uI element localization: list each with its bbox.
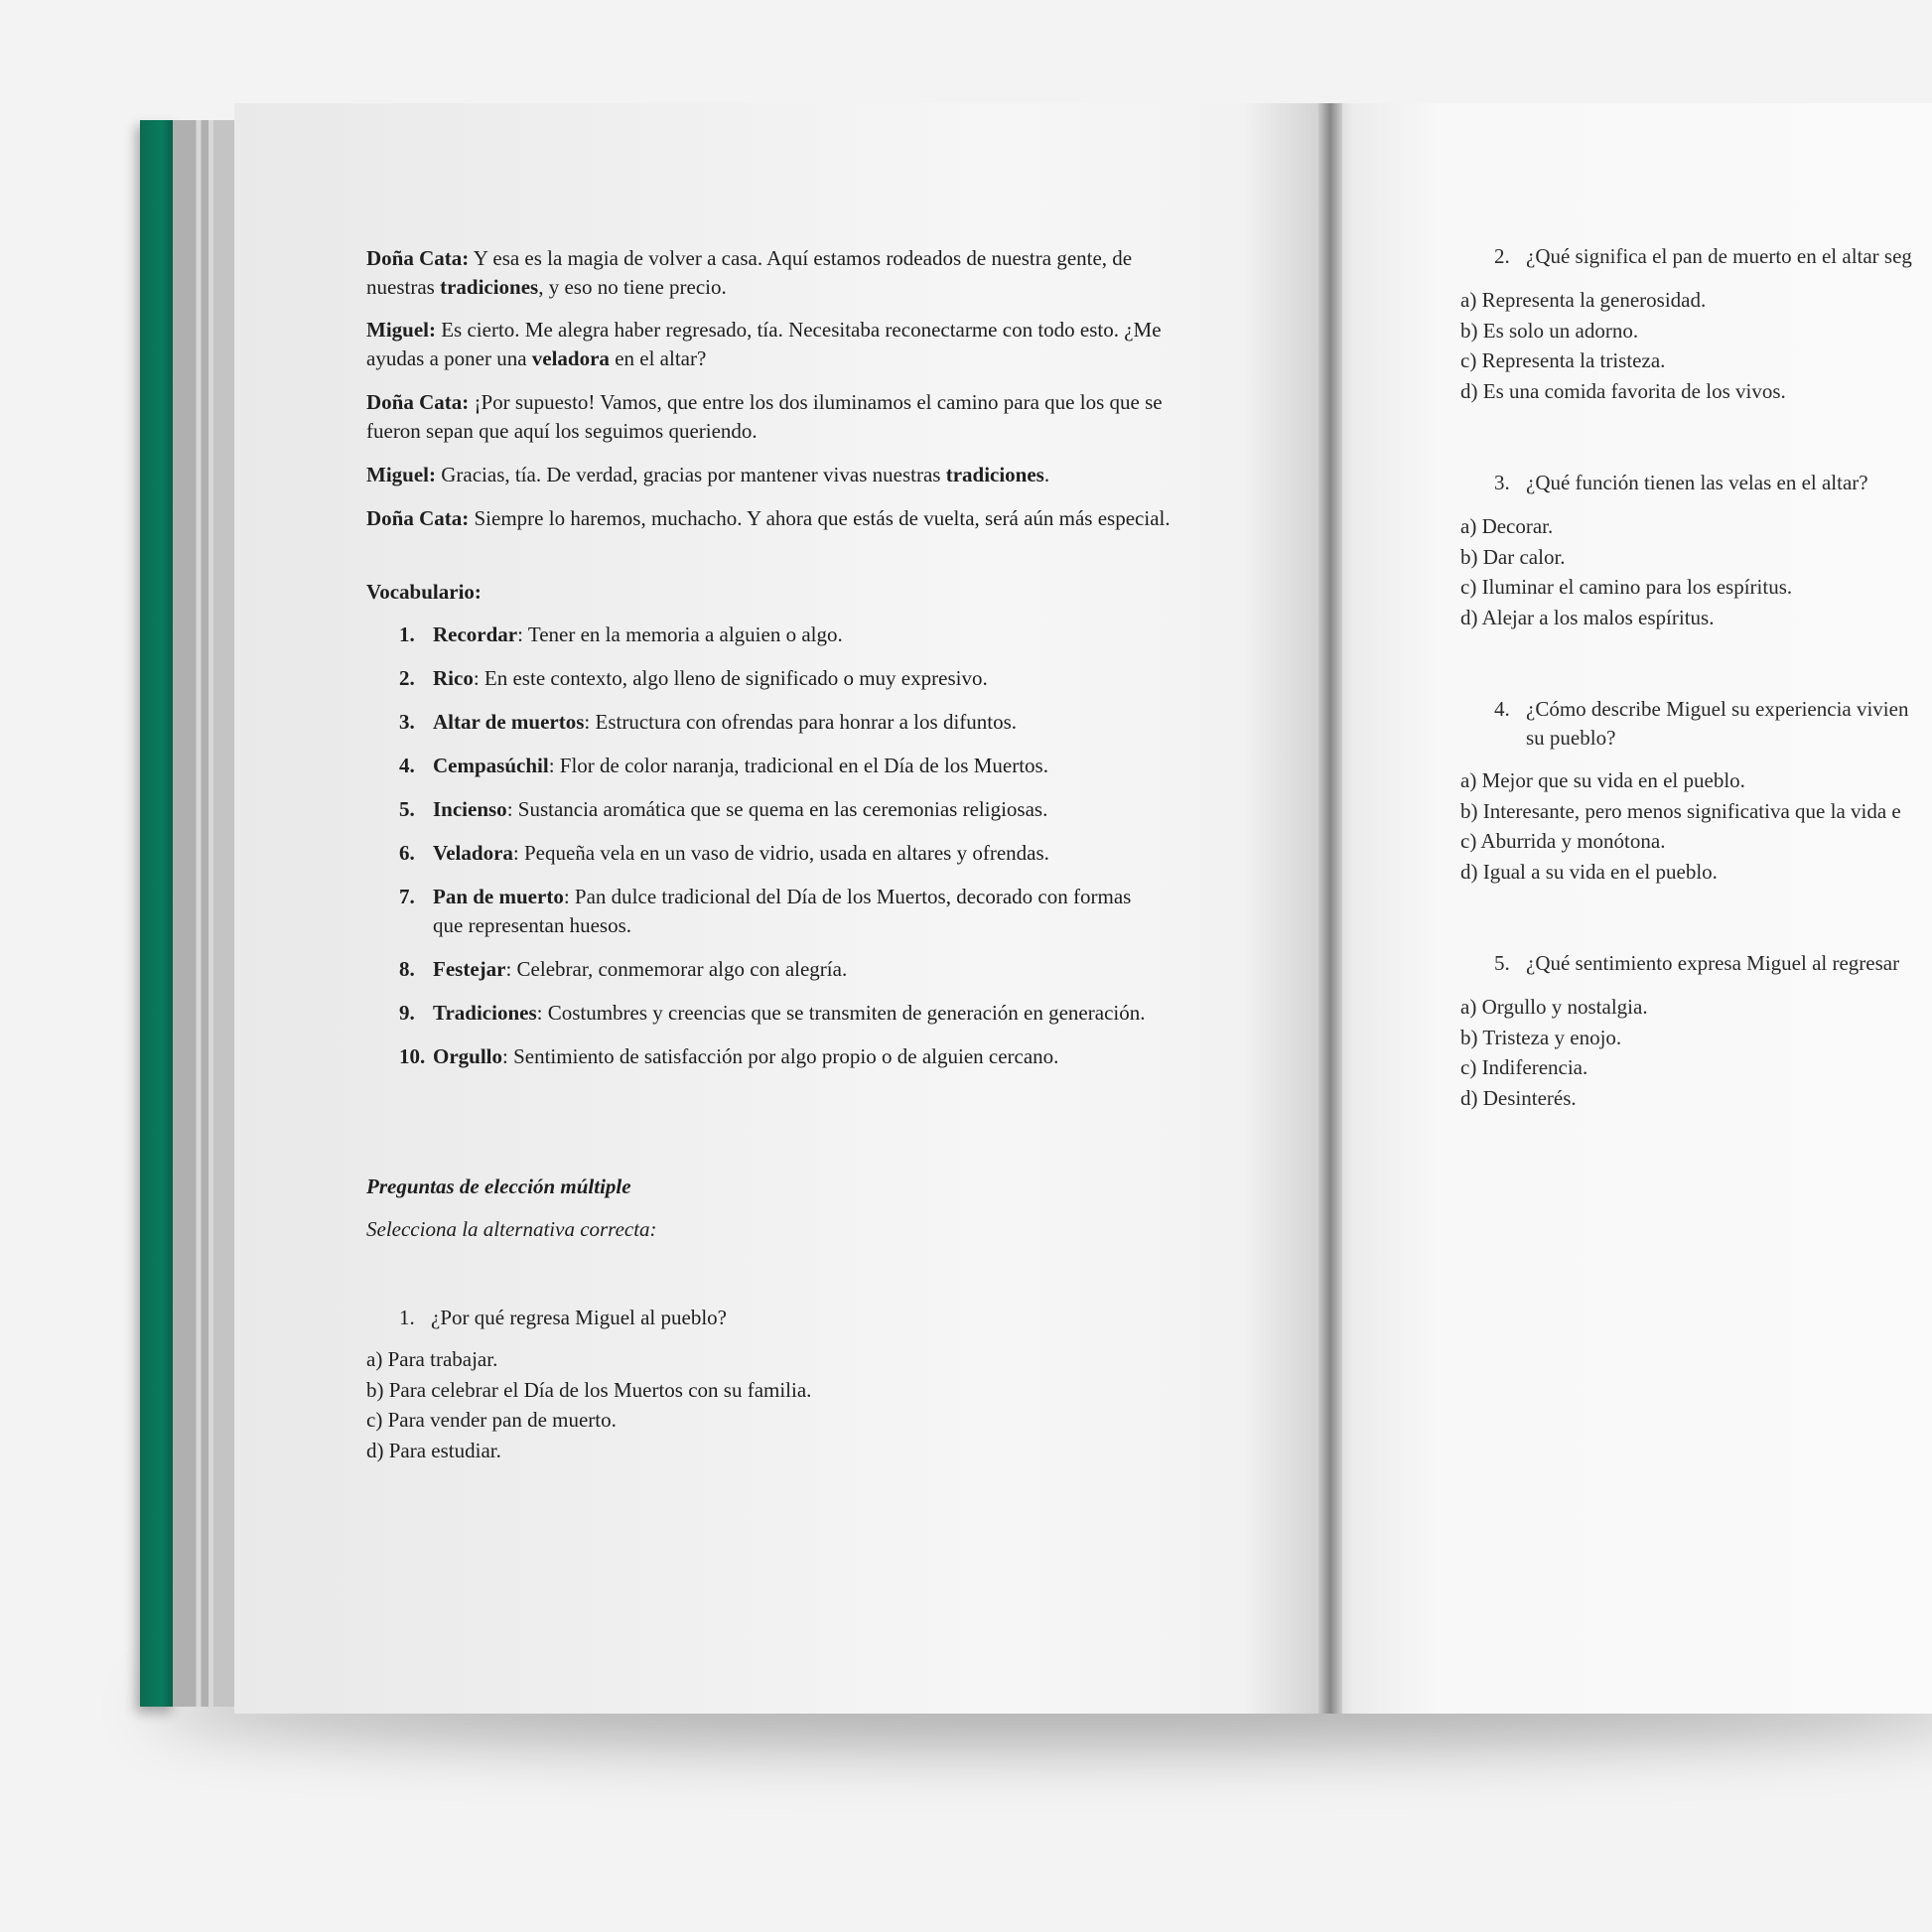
dialogue-text: , y eso no tiene precio. xyxy=(538,275,727,299)
vocab-word: Orgullo xyxy=(433,1044,503,1068)
vocab-definition: : Sustancia aromática que se quema en las ceremonias religiosas. xyxy=(506,797,1048,821)
dialogue-text: ¡Por supuesto! Vamos, que entre los dos iluminamos el camino para que los que se fueron sepan que aquí los seguimos queriendo. xyxy=(366,390,1163,443)
vocab-number: 1. xyxy=(399,622,415,646)
dialogue-line xyxy=(366,461,1200,489)
question-4 xyxy=(1494,695,1908,753)
answer-option: b) Dar calor. xyxy=(1460,544,1566,569)
answer-option: c) Para vender pan de muerto. xyxy=(366,1408,617,1432)
answer-option: a) Para trabajar. xyxy=(366,1347,498,1371)
dialogue-text: Y esa es la magia de volver a casa. Aquí estamos rodeados de nuestra gente, de nuestras xyxy=(366,246,1133,299)
dialogue-line xyxy=(366,316,1200,373)
dialogue-text: Gracias, tía. De verdad, gracias por mantener vivas nuestras xyxy=(441,463,946,486)
answer-option: a) Decorar. xyxy=(1460,514,1554,538)
question-number: 1. xyxy=(399,1306,415,1329)
vocab-definition: : Pequeña vela en un vaso de vidrio, usada en altares y ofrendas. xyxy=(512,841,1049,865)
answer-option: c) Aburrida y monótona. xyxy=(1460,829,1666,853)
vocab-number: 5. xyxy=(399,797,415,821)
vocab-item xyxy=(399,955,1203,984)
vocab-definition: : Sentimiento de satisfacción por algo propio o de alguien cercano. xyxy=(502,1044,1059,1068)
vocab-definition: : Estructura con ofrendas para honrar a los difuntos. xyxy=(584,710,1018,734)
page-stack-edge xyxy=(173,120,234,1707)
question-5-options xyxy=(1460,992,1648,1113)
speaker-name: Miguel: xyxy=(366,318,436,342)
answer-option: a) Mejor que su vida en el pueblo. xyxy=(1460,768,1745,792)
vocab-definition: : Pan dulce tradicional del Día de los Muertos, decorado con formas xyxy=(563,885,1132,908)
question-number: 5. xyxy=(1494,951,1510,975)
question-text: ¿Qué significa el pan de muerto en el altar seg xyxy=(1526,244,1912,268)
dialogue-text: en el altar? xyxy=(609,346,707,370)
vocab-item xyxy=(399,664,1203,693)
book-cover-edge xyxy=(140,120,176,1707)
dialogue-line xyxy=(366,244,1200,302)
vocab-item xyxy=(399,795,1203,824)
vocab-number: 3. xyxy=(399,710,415,734)
vocab-definition: : Tener en la memoria a alguien o algo. xyxy=(517,622,843,646)
answer-option: b) Para celebrar el Día de los Muertos con su familia. xyxy=(366,1377,812,1402)
answer-option: c) Indiferencia. xyxy=(1460,1055,1588,1079)
answer-option: d) Alejar a los malos espíritus. xyxy=(1460,605,1715,629)
question-4-options xyxy=(1460,765,1901,887)
vocab-item xyxy=(399,883,1203,940)
answer-option: b) Tristeza y enojo. xyxy=(1460,1025,1622,1049)
vocab-word: Cempasúchil xyxy=(433,754,549,777)
vocab-item xyxy=(399,1042,1203,1071)
dialogue-bold-word: veladora xyxy=(531,346,610,370)
question-2 xyxy=(1494,242,1912,271)
vocab-number: 10. xyxy=(399,1044,426,1068)
vocab-definition-continued: que representan huesos. xyxy=(433,913,632,937)
speaker-name: Doña Cata: xyxy=(366,390,470,414)
vocab-item xyxy=(399,621,1203,649)
vocab-item xyxy=(399,752,1203,780)
question-text-continued: su pueblo? xyxy=(1526,726,1616,750)
vocab-word: Recordar xyxy=(433,622,518,646)
answer-option: b) Interesante, pero menos significativa que la vida e xyxy=(1460,798,1901,823)
vocab-item xyxy=(399,839,1203,868)
question-5 xyxy=(1494,949,1899,978)
vocab-item xyxy=(399,708,1203,737)
speaker-name: Miguel: xyxy=(366,463,436,486)
answer-option: d) Es una comida favorita de los vivos. xyxy=(1460,378,1786,403)
vocab-definition: : Flor de color naranja, tradicional en el Día de los Muertos. xyxy=(548,754,1048,777)
question-number: 2. xyxy=(1494,244,1510,268)
question-number: 3. xyxy=(1494,471,1510,494)
vocab-word: Festejar xyxy=(433,957,506,981)
vocab-word: Tradiciones xyxy=(433,1001,537,1025)
vocab-word: Rico xyxy=(433,666,474,690)
question-3 xyxy=(1494,469,1868,497)
answer-option: a) Representa la generosidad. xyxy=(1460,288,1707,312)
speaker-name: Doña Cata: xyxy=(366,506,470,530)
dialogue-text: Es cierto. Me alegra haber regresado, tía. Necesitaba reconectarme con todo esto. ¿Me ayudas a poner una xyxy=(366,318,1162,370)
answer-option: d) Igual a su vida en el pueblo. xyxy=(1460,859,1718,884)
vocab-word: Veladora xyxy=(433,841,513,865)
vocab-definition: : Costumbres y creencias que se transmiten de generación en generación. xyxy=(536,1001,1146,1025)
vocab-word: Pan de muerto xyxy=(433,885,564,908)
vocab-heading: Vocabulario: xyxy=(366,580,482,604)
vocab-number: 9. xyxy=(399,1001,415,1025)
vocab-number: 6. xyxy=(399,841,415,865)
dialogue-bold-word: tradiciones xyxy=(440,275,539,299)
multiple-choice-heading: Preguntas de elección múltiple xyxy=(366,1174,631,1198)
multiple-choice-instructions: Selecciona la alternativa correcta: xyxy=(366,1217,657,1241)
question-3-options xyxy=(1460,511,1792,632)
answer-option: a) Orgullo y nostalgia. xyxy=(1460,995,1648,1019)
vocab-number: 7. xyxy=(399,885,415,908)
vocab-number: 8. xyxy=(399,957,415,981)
vocab-definition: : Celebrar, conmemorar algo con alegría. xyxy=(505,957,848,981)
question-text: ¿Por qué regresa Miguel al pueblo? xyxy=(431,1306,727,1329)
dialogue-line xyxy=(366,388,1200,446)
vocab-word: Incienso xyxy=(433,797,507,821)
dialogue-line xyxy=(366,504,1200,533)
vocab-number: 2. xyxy=(399,666,415,690)
dialogue-text: . xyxy=(1043,463,1050,486)
question-text: ¿Cómo describe Miguel su experiencia vivien xyxy=(1526,697,1909,721)
answer-option: d) Para estudiar. xyxy=(366,1438,501,1462)
dialogue-bold-word: tradiciones xyxy=(945,463,1044,486)
vocab-definition: : En este contexto, algo lleno de significado o muy expresivo. xyxy=(473,666,988,690)
answer-option: c) Representa la tristeza. xyxy=(1460,348,1666,372)
vocab-number: 4. xyxy=(399,754,415,777)
speaker-name: Doña Cata: xyxy=(366,246,470,270)
book-gutter xyxy=(1318,103,1342,1714)
question-number: 4. xyxy=(1494,697,1510,721)
answer-option: c) Iluminar el camino para los espíritus. xyxy=(1460,575,1793,599)
dialogue-text: Siempre lo haremos, muchacho. Y ahora que estás de vuelta, será aún más especial. xyxy=(474,506,1171,530)
vocab-word: Altar de muertos xyxy=(433,710,585,734)
answer-option: d) Desinterés. xyxy=(1460,1085,1577,1110)
question-2-options xyxy=(1460,285,1786,406)
question-text: ¿Qué función tienen las velas en el altar? xyxy=(1526,471,1868,494)
vocab-item xyxy=(399,999,1203,1028)
question-1-options xyxy=(366,1344,811,1465)
question-text: ¿Qué sentimiento expresa Miguel al regresar xyxy=(1526,951,1900,975)
answer-option: b) Es solo un adorno. xyxy=(1460,318,1639,343)
question-1 xyxy=(399,1304,727,1332)
